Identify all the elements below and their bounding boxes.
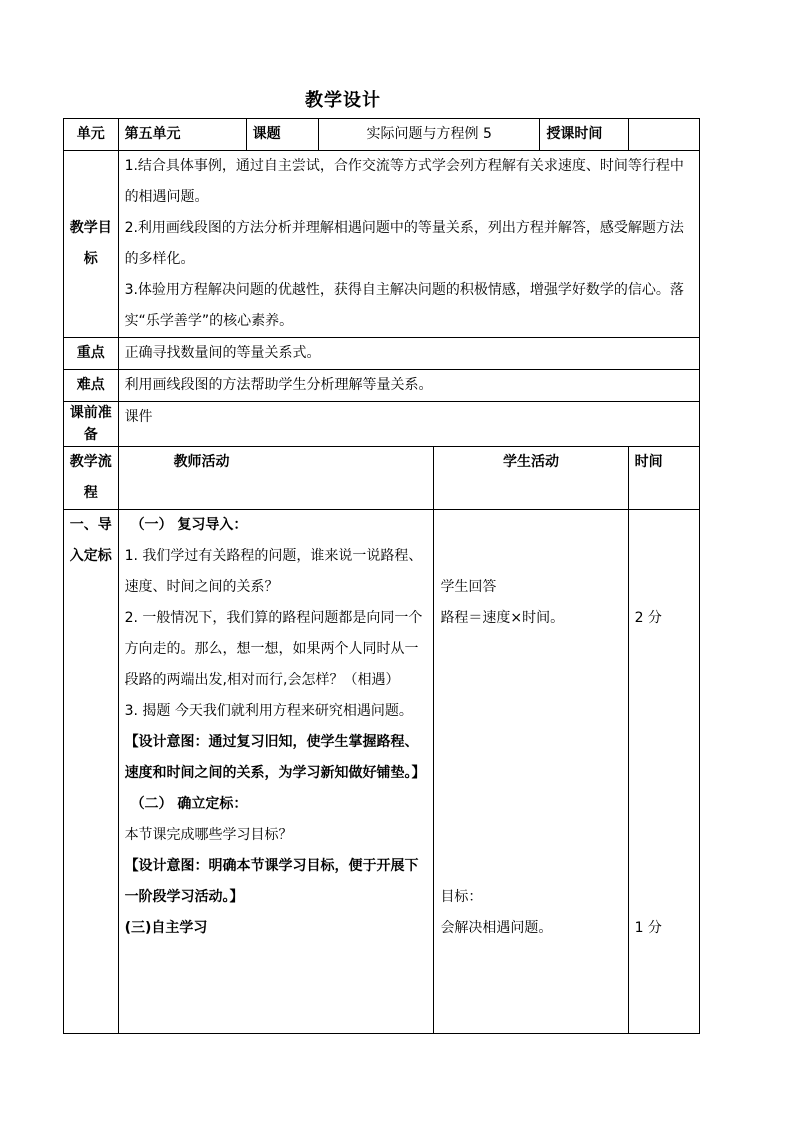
goals-label: 教学目标	[64, 151, 119, 338]
preparation-row	[64, 402, 700, 447]
teacher-activity-header: 教师活动	[118, 447, 434, 510]
page-title: 教学设计	[305, 90, 381, 111]
difficulty-text: 利用画线段图的方法帮助学生分析理解等量关系。	[118, 370, 699, 402]
stage1-row	[64, 510, 700, 1034]
time-header: 时间	[628, 447, 699, 510]
section3-title: (三)自主学习	[124, 920, 208, 936]
difficulty-label: 难点	[64, 370, 119, 402]
student-activity-cell	[434, 510, 628, 1034]
stage1-label: 一、导入定标	[64, 510, 119, 1034]
student-answer-label: 学生回答	[440, 579, 497, 595]
student-answer: 路程＝速度×时间。	[440, 610, 565, 626]
time-cell	[628, 510, 699, 1034]
section1-title: （一） 复习导入：	[130, 517, 248, 533]
goal-item: 2.利用画线段图的方法分析并理解相遇问题中的等量关系，列出方程并解答，感受解题方法的多样化。	[124, 220, 684, 267]
student-activity-header: 学生活动	[434, 447, 628, 510]
time-value	[628, 119, 699, 151]
goal-item: 3.体验用方程解决问题的优越性，获得自主解决问题的积极情感，增强学好数学的信心。落实“乐学善学”的核心素养。	[124, 282, 684, 329]
unit-value: 第五单元	[118, 119, 246, 151]
preparation-text: 课件	[118, 402, 699, 447]
header-row	[64, 119, 700, 151]
review-question-3: 3. 揭题 今天我们就利用方程来研究相遇问题。	[124, 703, 413, 719]
key-point-label: 重点	[64, 338, 119, 370]
goal-question: 本节课完成哪些学习目标？	[124, 827, 293, 843]
goals-cell	[118, 151, 699, 338]
review-question-2: 2. 一般情况下，我们算的路程问题都是向同一个方向走的。那么，想一想，如果两个人同时从一段路的两端出发,相对而行,会怎样？（相遇）	[124, 610, 423, 688]
key-point-text: 正确寻找数量间的等量关系式。	[118, 338, 699, 370]
teacher-activity-cell	[118, 510, 434, 1034]
review-question-1: 1. 我们学过有关路程的问题，谁来说一说路程、速度、时间之间的关系？	[124, 548, 423, 595]
goals-row	[64, 151, 700, 338]
design-intent-2: 【设计意图：明确本节课学习目标，便于开展下一阶段学习活动。】	[124, 858, 419, 905]
time-label: 授课时间	[540, 119, 628, 151]
key-point-row	[64, 338, 700, 370]
student-goal: 会解决相遇问题。	[440, 920, 553, 936]
lesson-plan-table	[63, 118, 700, 1034]
unit-label: 单元	[64, 119, 119, 151]
time-1: 2 分	[634, 610, 662, 626]
section2-title: （二） 确立定标：	[130, 796, 248, 812]
preparation-label: 课前准备	[64, 402, 119, 447]
difficulty-row	[64, 370, 700, 402]
process-label: 教学流程	[64, 447, 119, 510]
time-2: 1 分	[634, 920, 662, 936]
topic-label: 课题	[246, 119, 318, 151]
goal-item: 1.结合具体事例，通过自主尝试，合作交流等方式学会列方程解有关求速度、时间等行程中的相遇问题。	[124, 158, 684, 205]
design-intent-1: 【设计意图：通过复习旧知，使学生掌握路程、速度和时间之间的关系，为学习新知做好铺垫。】	[124, 734, 426, 781]
topic-value: 实际问题与方程例 5	[319, 119, 540, 151]
process-header-row	[64, 447, 700, 510]
student-goal-label: 目标：	[440, 889, 483, 905]
